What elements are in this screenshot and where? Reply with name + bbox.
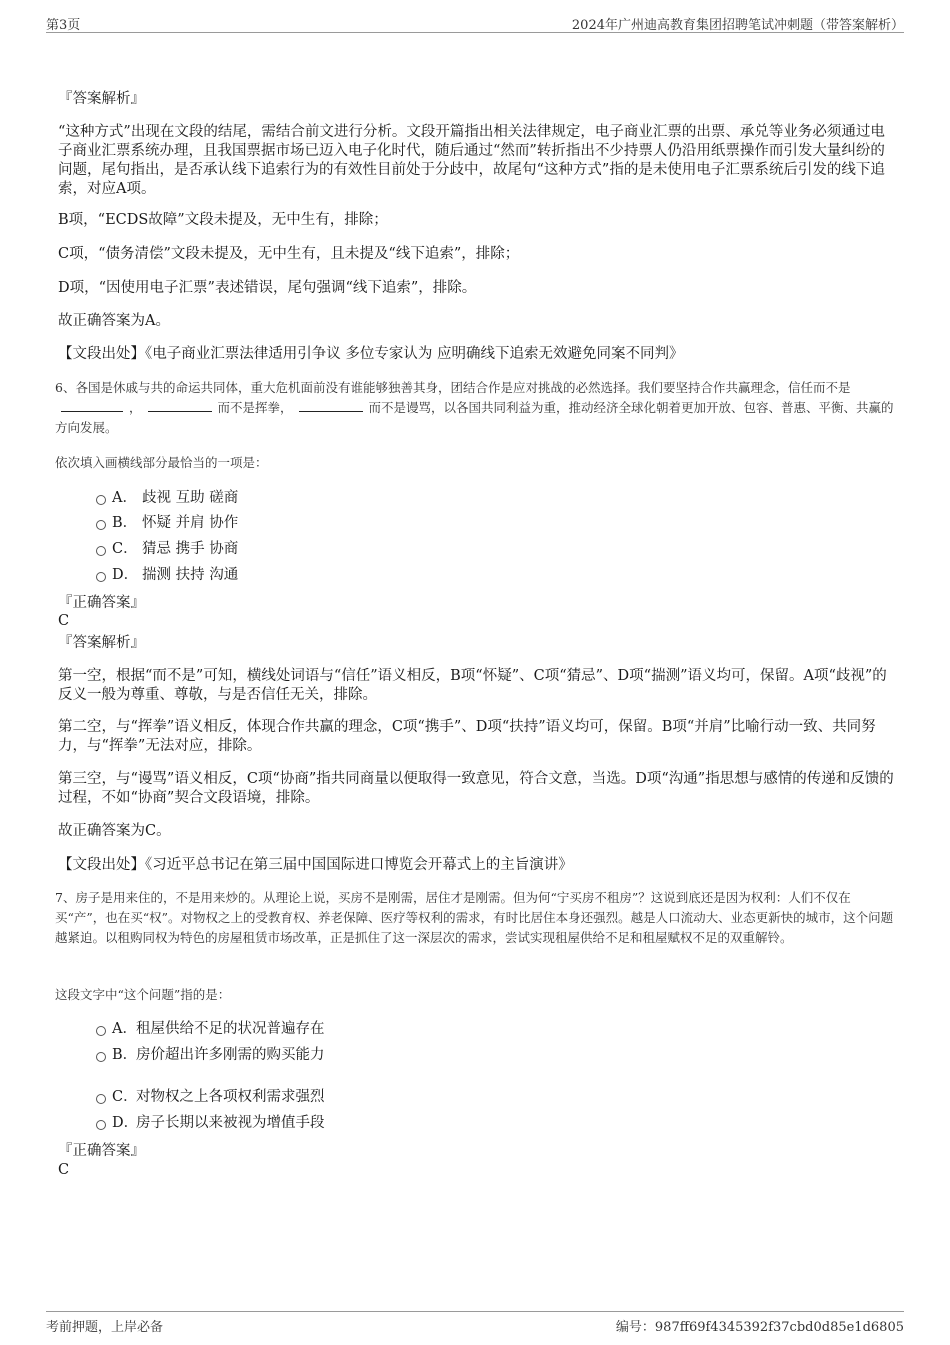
radio-icon[interactable] (96, 1120, 106, 1130)
radio-icon[interactable] (96, 1052, 106, 1062)
correct-answer: C (58, 1162, 70, 1178)
analysis-paragraph: “这种方式”出现在文段的结尾，需结合前文进行分析。文段开篇指出相关法律规定，电子商业汇票的出票、承兑等业务必须通过电子商业汇票系统办理，且我国票据市场已迈入电子化时代，随后通过“然而”转折指出不少持票人仍沿用纸票操作而引发大量纠纷的问题，尾句指出，是否承认线下追索行为的有效性目前处于分歧中，故尾句“这种方式”指的是未使用电子汇票系统后引发的线下追索，对应A项。 (58, 124, 885, 197)
analysis-paragraph: B项，“ECDS故障”文段未提及，无中生有，排除； (58, 212, 388, 228)
radio-icon[interactable] (96, 1094, 106, 1104)
document-title: 2024年广州迪高教育集团招聘笔试冲刺题（带答案解析） (571, 18, 904, 33)
answer-label: 『正确答案』 (58, 1143, 145, 1159)
option-a[interactable]: A．租屋供给不足的状况普遍存在 (96, 1019, 325, 1039)
option-b[interactable]: B．房价超出许多刚需的购买能力 (96, 1045, 325, 1065)
option-d[interactable]: D． 揣测 扶持 沟通 (96, 565, 238, 585)
analysis-paragraph: 第三空，与“谩骂”语义相反，C项“协商”指共同商量以便取得一致意见，符合文意，当选。D项“沟通”指思想与感情的传递和反馈的过程，不如“协商”契合文段语境，排除。 (58, 771, 894, 806)
option-c[interactable]: C． 猜忌 携手 协商 (96, 539, 238, 559)
analysis-label: 『答案解析』 (58, 635, 145, 651)
analysis-paragraph: D项，“因使用电子汇票”表述错误，尾句强调“线下追索”，排除。 (58, 280, 477, 296)
source-citation: 【文段出处】《电子商业汇票法律适用引争议 多位专家认为 应明确线下追索无效避免同案不同判》 (58, 346, 684, 362)
conclusion: 故正确答案为C。 (58, 823, 171, 839)
document-id: 编号：987ff69f4345392f37cbd0d85e1d6805 (615, 1320, 904, 1335)
analysis-label: 『答案解析』 (58, 91, 145, 107)
analysis-paragraph: 第二空，与“挥拳”语义相反，体现合作共赢的理念，C项“携手”、D项“扶持”语义均可，保留。B项“并肩”比喻行动一致、共同努力，与“挥拳”无法对应，排除。 (58, 719, 876, 754)
source-citation: 【文段出处】《习近平总书记在第三届中国国际进口博览会开幕式上的主旨演讲》 (58, 857, 573, 873)
radio-icon[interactable] (96, 546, 106, 556)
radio-icon[interactable] (96, 572, 106, 582)
answer-label: 『正确答案』 (58, 595, 145, 611)
page-footer (46, 1311, 904, 1336)
correct-answer: C (58, 613, 70, 629)
conclusion: 故正确答案为A。 (58, 313, 170, 329)
question-7-text: 7、房子是用来住的，不是用来炒的。从理论上说，买房不是刚需，居住才是刚需。但为何“宁买房不租房”？这说到底还是因为权利：人们不仅在买“产”，也在买“权”。对物权之上的受教育权、养老保障、医疗等权利的需求，有时比居住本身还强烈。越是人口流动大、业态更新快的城市，这个问题越紧迫。以租购同权为特色的房屋租赁市场改革，正是抓住了这一深层次的需求，尝试实现租屋供给不足和租屋赋权不足的双重解铃。 (55, 890, 894, 945)
analysis-paragraph: C项，“债务清偿”文段未提及，无中生有，且未提及“线下追索”，排除； (58, 246, 520, 262)
option-b[interactable]: B． 怀疑 并肩 协作 (96, 513, 238, 533)
footer-slogan: 考前押题，上岸必备 (46, 1320, 164, 1335)
radio-icon[interactable] (96, 1026, 106, 1036)
question-6-prompt: 依次填入画横线部分最恰当的一项是： (55, 455, 268, 470)
question-6-text: 6、各国是休戚与共的命运共同体，重大危机面前没有谁能够独善其身，团结合作是应对挑战的必然选择。我们要坚持合作共赢理念，信任而不是， 而不是挥拳， 而不是谩骂，以各国共同利益为重，推动经济全球化朝着更加开放、包容、普惠、平衡、共赢的方向发展。 (55, 380, 894, 435)
radio-icon[interactable] (96, 520, 106, 530)
option-a[interactable]: A． 歧视 互助 磋商 (96, 488, 238, 508)
option-d[interactable]: D．房子长期以来被视为增值手段 (96, 1113, 325, 1133)
page-header (46, 12, 904, 33)
option-c[interactable]: C．对物权之上各项权利需求强烈 (96, 1087, 325, 1107)
radio-icon[interactable] (96, 495, 106, 505)
page-number: 第3页 (46, 18, 81, 33)
question-7-prompt: 这段文字中“这个问题”指的是： (55, 987, 231, 1002)
fill-blank (299, 399, 363, 412)
fill-blank (148, 399, 212, 412)
analysis-paragraph: 第一空，根据“而不是”可知，横线处词语与“信任”语义相反，B项“怀疑”、C项“猜忌”、D项“揣测”语义均可，保留。A项“歧视”的反义一般为尊重、尊敬，与是否信任无关，排除。 (58, 668, 887, 703)
fill-blank (61, 399, 123, 412)
